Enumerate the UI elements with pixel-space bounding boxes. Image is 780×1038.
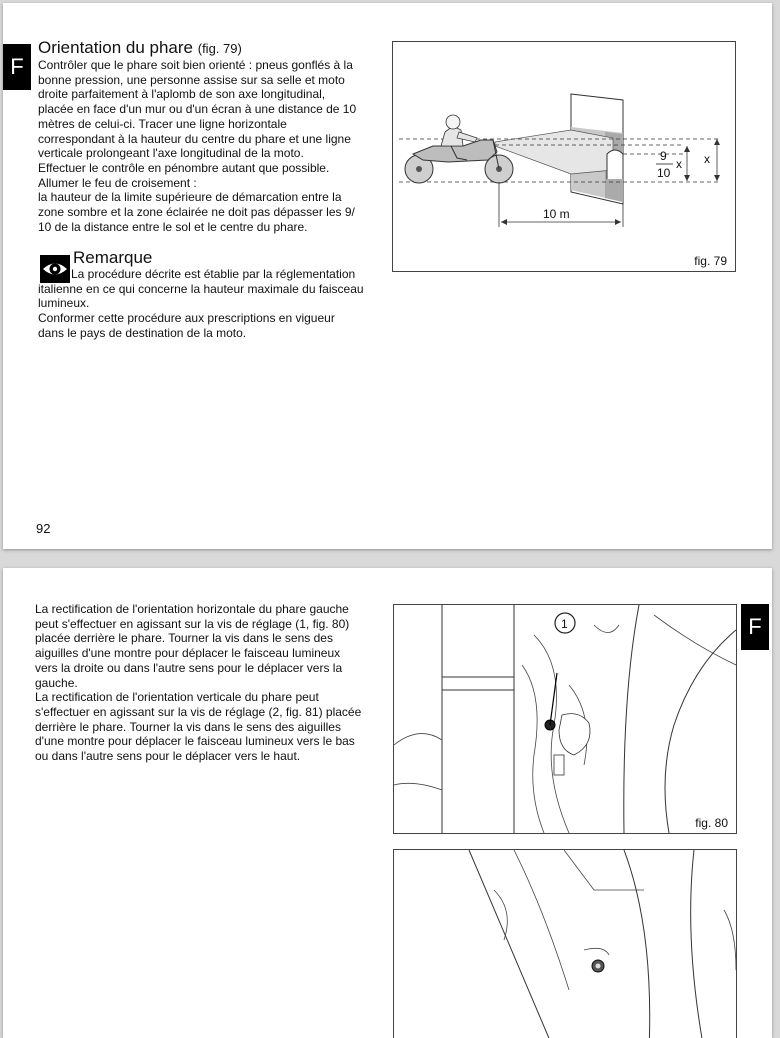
text-line: vers la droite ou dans l'autre sens pour le déplacer vers la xyxy=(35,660,343,675)
callout-number: 1 xyxy=(561,617,568,631)
instruction-paragraph xyxy=(38,58,356,234)
text-line: gauche. xyxy=(35,675,78,690)
text-line: peut s'effectuer en agissant sur la vis de réglage (1, fig. 80) xyxy=(35,616,350,631)
headlight-screw-illustration xyxy=(394,605,736,833)
text-line: derrière le phare. Tourner la vis dans le sens des aiguilles xyxy=(35,719,341,734)
text-line: d'une montre pour déplacer le faisceau lumineux vers le bas xyxy=(35,734,355,749)
text-line: italienne en ce qui concerne la hauteur maximale du faisceau xyxy=(38,281,364,296)
fraction-denominator: 10 xyxy=(657,166,671,180)
remark-title: Remarque xyxy=(73,248,153,267)
text-line: dans le pays de destination de la moto. xyxy=(38,325,247,340)
text-line: Conformer cette procédure aux prescriptions en vigueur xyxy=(38,311,335,326)
text-line: placée derrière le phare. Tourner la vis dans le sens des xyxy=(35,631,333,646)
text-line: s'effectuer en agissant sur la vis de réglage (2, fig. 81) placée xyxy=(35,704,362,719)
text-line: lumineux. xyxy=(38,296,90,311)
heading-figure-ref: (fig. 79) xyxy=(197,41,242,56)
text-line: ou dans l'autre sens pour le déplacer vers le haut. xyxy=(35,749,301,764)
headlight-aim-diagram xyxy=(393,42,735,271)
text-line: bonne pression, une personne assise sur sa selle et moto xyxy=(38,72,345,87)
manual-page-92 xyxy=(3,3,772,549)
text-line: correspondant à la hauteur du centre du phare et une ligne xyxy=(38,131,351,146)
motorcycle-illustration xyxy=(405,115,513,183)
headlight-vertical-screw-illustration xyxy=(394,850,736,1038)
text-line: placée en face d'un mur ou d'un écran à une distance de 10 xyxy=(38,102,357,117)
manual-page-93 xyxy=(3,568,772,1038)
text-line: droite parfaitement à l'aplomb de son axe longitudinal, xyxy=(38,87,326,102)
language-tab: F xyxy=(3,44,31,90)
text-line: Contrôler que le phare soit bien orienté : pneus gonflés à la xyxy=(38,58,353,72)
text-line: 10 de la distance entre le sol et le centre du phare. xyxy=(38,219,308,234)
figure-80-adjust-screw-photo xyxy=(393,604,737,834)
text-line: aiguilles d'une montre pour déplacer le faisceau lumineux xyxy=(35,646,341,661)
remark-paragraph xyxy=(38,267,364,341)
distance-label: 10 m xyxy=(543,207,570,221)
text-line: Allumer le feu de croisement : xyxy=(38,175,197,190)
adjustment-paragraph xyxy=(35,602,361,764)
height-variable: x xyxy=(704,152,710,166)
figure-label: fig. 79 xyxy=(694,254,727,268)
fraction-variable: x xyxy=(676,157,682,171)
text-line: verticale prolongeant l'axe longitudinal de la moto. xyxy=(38,146,304,161)
page-number: 92 xyxy=(36,521,51,536)
language-tab: F xyxy=(741,604,769,650)
figure-79-headlight-diagram xyxy=(392,41,736,272)
text-line: La rectification de l'orientation verticale du phare peut xyxy=(35,690,319,705)
text-line: la hauteur de la limite supérieure de démarcation entre la xyxy=(38,190,342,205)
text-line: zone sombre et la zone éclairée ne doit pas dépasser les 9/ xyxy=(38,205,355,220)
section-heading xyxy=(38,38,242,58)
text-line: La procédure décrite est établie par la réglementation xyxy=(71,267,356,281)
text-line: mètres de celui-ci. Tracer une ligne horizontale xyxy=(38,116,287,131)
figure-81-vertical-screw-photo xyxy=(393,849,737,1038)
text-line: La rectification de l'orientation horizontale du phare gauche xyxy=(35,602,349,616)
text-line: Effectuer le contrôle en pénombre autant que possible. xyxy=(38,160,330,175)
heading-title: Orientation du phare xyxy=(38,38,193,57)
figure-label: fig. 80 xyxy=(695,816,728,830)
fraction-numerator: 9 xyxy=(660,149,667,163)
